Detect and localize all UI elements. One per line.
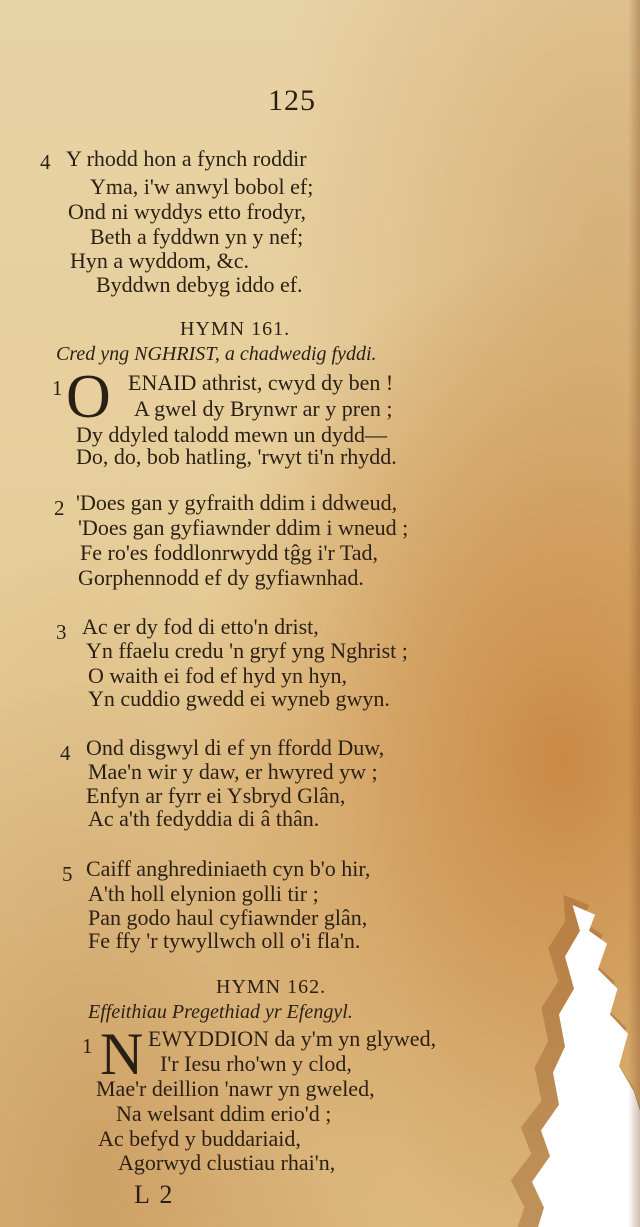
verse-line: Gorphennodd ef dy gyfiawnhad. — [78, 565, 364, 590]
verse-number: 1 — [82, 1034, 93, 1058]
verse-line: Y rhodd hon a fynch roddir — [66, 146, 307, 171]
verse-number: 3 — [56, 620, 67, 644]
verse-line: Yn ffaelu credu 'n gryf yng Nghrist ; — [86, 638, 408, 663]
verse-line: I'r Iesu rho'wn y clod, — [160, 1051, 352, 1076]
verse-line: Na welsant ddim erio'd ; — [116, 1101, 332, 1126]
verse-line: O waith ei fod ef hyd yn hyn, — [88, 663, 348, 688]
verse-line: Dy ddyled talodd mewn un dydd— — [76, 422, 388, 447]
verse-line: Enfyn ar fyrr ei Ysbryd Glân, — [86, 783, 346, 808]
signature-mark: L 2 — [134, 1180, 175, 1209]
verse-line: Ac a'th fedyddia di â thân. — [88, 806, 320, 831]
verse-number: 1 — [52, 376, 63, 400]
hymn-subtitle: Cred yng NGHRIST, a chadwedig fyddi. — [56, 343, 377, 365]
verse-number: 4 — [60, 741, 71, 765]
hymn-subtitle: Effeithiau Pregethiad yr Efengyl. — [88, 1001, 353, 1023]
page-number: 125 — [268, 84, 316, 117]
hymn-title: HYMN 161. — [180, 318, 291, 340]
page-edge-shadow — [628, 0, 640, 1227]
verse-number: 4 — [40, 150, 51, 174]
verse-line: Ond ni wyddys etto frodyr, — [68, 199, 307, 224]
verse-line: Ond disgwyl di ef yn ffordd Duw, — [86, 735, 385, 760]
verse-line: Caiff anghrediniaeth cyn b'o hir, — [86, 856, 371, 881]
verse-line: Hyn a wyddom, &c. — [70, 248, 250, 273]
verse-line: Mae'r deillion 'nawr yn gweled, — [96, 1076, 375, 1101]
verse-line: Pan godo haul cyfiawnder glân, — [88, 905, 368, 930]
verse-line: Yn cuddio gwedd ei wyneb gwyn. — [88, 686, 390, 711]
verse-number: 5 — [62, 862, 73, 886]
verse-line: Mae'n wir y daw, er hwyred yw ; — [88, 759, 378, 784]
verse-line: Fe ro'es foddlonrwydd tĝg i'r Tad, — [80, 540, 379, 565]
verse-line: EWYDDION da y'm yn glywed, — [148, 1026, 437, 1051]
verse-line: Byddwn debyg iddo ef. — [96, 272, 303, 297]
verse-line: A gwel dy Brynwr ar y pren ; — [134, 396, 393, 421]
drop-capital: O — [66, 363, 111, 431]
verse-line: Do, do, bob hatling, 'rwyt ti'n rhydd. — [76, 444, 397, 469]
verse-line: ENAID athrist, cwyd dy ben ! — [128, 370, 394, 395]
verse-number: 2 — [54, 496, 65, 520]
verse-line: Fe ffy 'r tywyllwch oll o'i fla'n. — [88, 928, 361, 953]
drop-capital: N — [100, 1021, 144, 1087]
verse-line: A'th holl elynion golli tir ; — [88, 881, 319, 906]
verse-line: Ac er dy fod di etto'n drist, — [82, 614, 319, 639]
verse-line: Beth a fyddwn yn y nef; — [90, 224, 304, 249]
verse-line: Ac befyd y buddariaid, — [98, 1126, 301, 1151]
verse-line: Yma, i'w anwyl bobol ef; — [90, 174, 314, 199]
hymn-title: HYMN 162. — [216, 976, 327, 998]
verse-line: Agorwyd clustiau rhai'n, — [118, 1150, 336, 1175]
verse-line: 'Does gan y gyfraith ddim i ddweud, — [76, 490, 398, 515]
verse-line: 'Does gan gyfiawnder ddim i wneud ; — [78, 515, 409, 540]
